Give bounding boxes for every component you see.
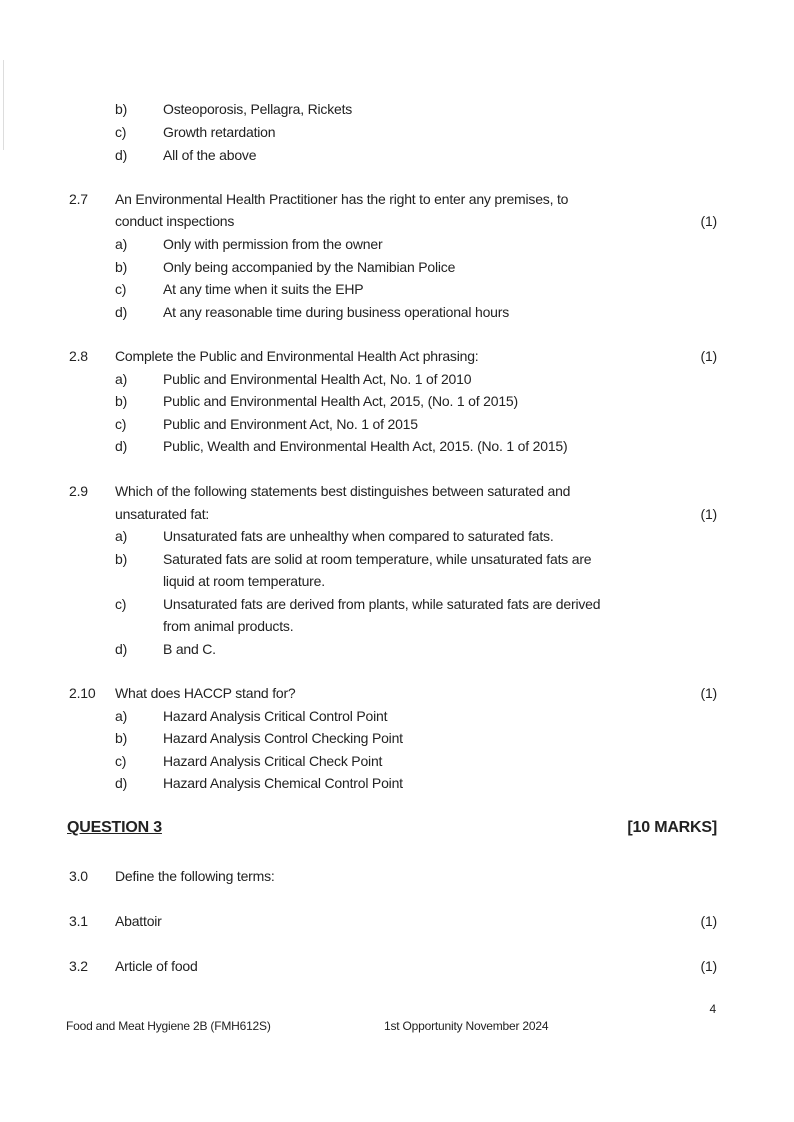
option-letter: b): [115, 551, 128, 567]
question-number: 2.9: [69, 483, 88, 499]
question-text: Define the following terms:: [115, 868, 275, 884]
question-text: conduct inspections: [115, 213, 235, 229]
option-letter: d): [115, 438, 128, 454]
option-text: Unsaturated fats are derived from plants, while saturated fats are derived: [163, 596, 601, 612]
option-text: liquid at room temperature.: [163, 573, 325, 589]
question-mark: (1): [700, 685, 717, 701]
option-text: Growth retardation: [163, 124, 276, 140]
option-letter: a): [115, 371, 128, 387]
option-text: Public, Wealth and Environmental Health Act, 2015. (No. 1 of 2015): [163, 438, 568, 454]
question-text: unsaturated fat:: [115, 506, 210, 522]
option-text: At any reasonable time during business operational hours: [163, 304, 510, 320]
option-letter: a): [115, 708, 128, 724]
question-mark: (1): [700, 348, 717, 364]
option-letter: a): [115, 236, 128, 252]
option-text: Osteoporosis, Pellagra, Rickets: [163, 101, 353, 117]
question-number: 3.2: [69, 958, 88, 974]
question-text: What does HACCP stand for?: [115, 685, 296, 701]
option-text: Hazard Analysis Critical Check Point: [163, 753, 383, 769]
option-text: Hazard Analysis Control Checking Point: [163, 730, 403, 746]
option-letter: c): [115, 124, 127, 140]
option-letter: b): [115, 393, 128, 409]
question-text: Abattoir: [115, 913, 162, 929]
option-text: All of the above: [163, 147, 257, 163]
option-text: Hazard Analysis Critical Control Point: [163, 708, 388, 724]
option-letter: d): [115, 775, 128, 791]
option-letter: d): [115, 304, 128, 320]
question-text: Article of food: [115, 958, 198, 974]
section-marks: [10 MARKS]: [627, 819, 717, 836]
option-text: Only with permission from the owner: [163, 236, 383, 252]
option-letter: c): [115, 281, 127, 297]
question-number: 2.7: [69, 191, 88, 207]
option-letter: c): [115, 753, 127, 769]
option-text: Hazard Analysis Chemical Control Point: [163, 775, 403, 791]
question-text: An Environmental Health Practitioner has the right to enter any premises, to: [115, 191, 569, 207]
page-number: 4: [709, 1002, 716, 1016]
option-letter: b): [115, 101, 128, 117]
footer-course: Food and Meat Hygiene 2B (FMH612S): [66, 1019, 271, 1033]
option-letter: c): [115, 596, 127, 612]
question-number: 3.1: [69, 913, 88, 929]
question-number: 2.10: [69, 685, 96, 701]
question-mark: (1): [700, 913, 717, 929]
option-text: Only being accompanied by the Namibian Police: [163, 259, 456, 275]
option-text: Unsaturated fats are unhealthy when compared to saturated fats.: [163, 528, 554, 544]
option-text: Public and Environmental Health Act, No. 1 of 2010: [163, 371, 472, 387]
question-text: Complete the Public and Environmental Health Act phrasing:: [115, 348, 479, 364]
scan-artifact: [3, 60, 4, 150]
option-text: Public and Environmental Health Act, 2015, (No. 1 of 2015): [163, 393, 518, 409]
question-mark: (1): [700, 213, 717, 229]
option-text: from animal products.: [163, 618, 294, 634]
question-mark: (1): [700, 958, 717, 974]
question-number: 3.0: [69, 868, 88, 884]
option-text: B and C.: [163, 641, 216, 657]
section-heading: QUESTION 3: [67, 819, 162, 836]
option-letter: d): [115, 147, 128, 163]
question-mark: (1): [700, 506, 717, 522]
option-text: Saturated fats are solid at room temperature, while unsaturated fats are: [163, 551, 592, 567]
question-number: 2.8: [69, 348, 88, 364]
option-letter: c): [115, 416, 127, 432]
question-text: Which of the following statements best distinguishes between saturated and: [115, 483, 571, 499]
option-letter: b): [115, 259, 128, 275]
option-letter: a): [115, 528, 128, 544]
footer-session: 1st Opportunity November 2024: [384, 1019, 549, 1033]
option-letter: b): [115, 730, 128, 746]
option-letter: d): [115, 641, 128, 657]
option-text: At any time when it suits the EHP: [163, 281, 364, 297]
option-text: Public and Environment Act, No. 1 of 2015: [163, 416, 418, 432]
